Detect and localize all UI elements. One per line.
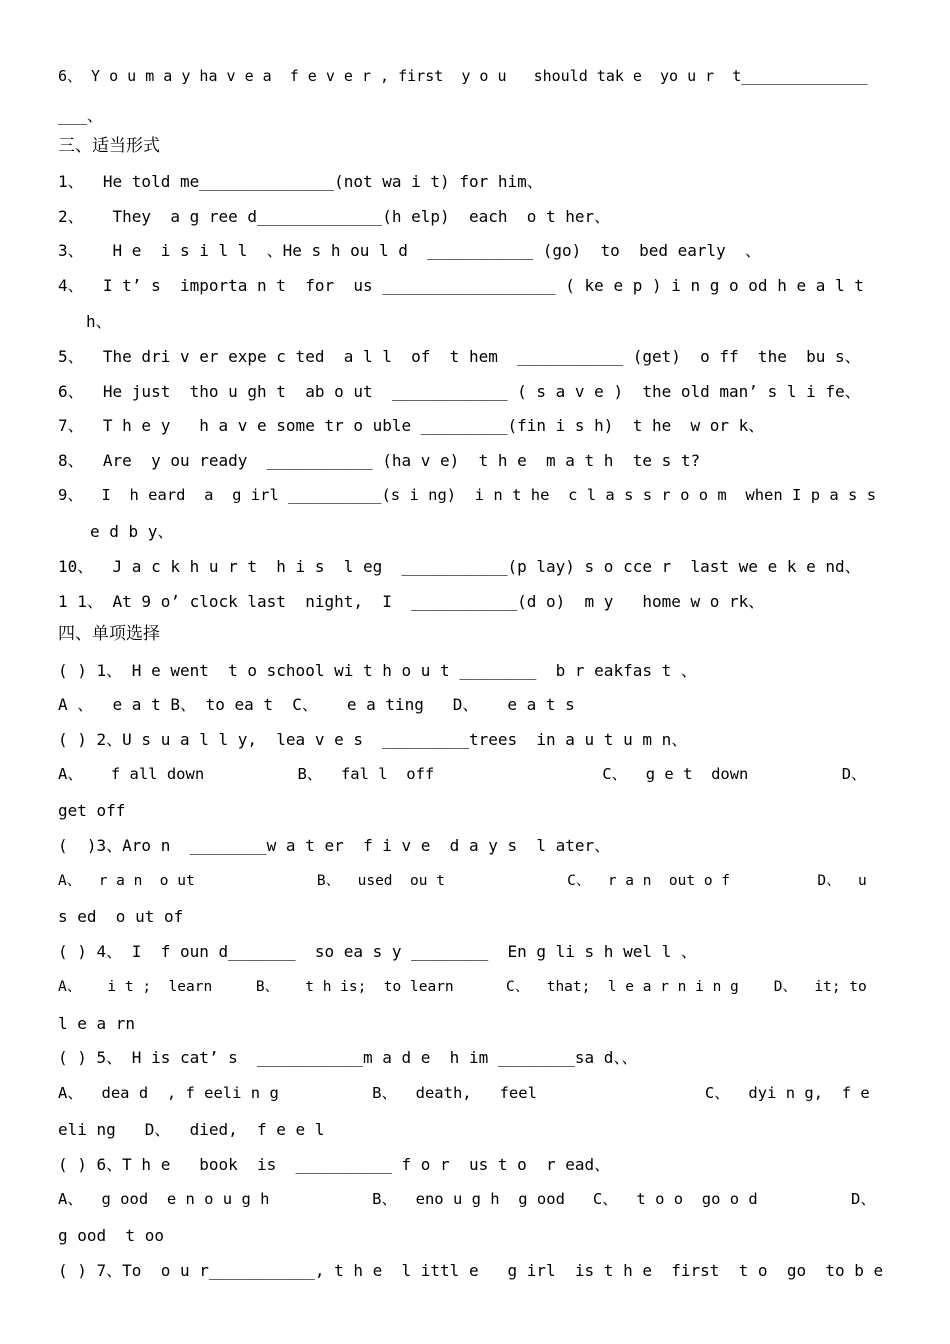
part3-line-3: 3、 H e i s i l l 、He s h ou l d ___________ (go) to bed early 、 [58, 241, 762, 260]
part3-line-5: 5、 The dri v er expe c ted a l l of t hem ___________ (get) o ff the bu s、 [58, 347, 861, 366]
part4-line-4: A、 f all down B、 fal l off C、 g e t down D、 [58, 765, 867, 783]
part3-line-9-cont: e d b y、 [90, 522, 174, 541]
part3-line-2: 2、 They a g ree d_____________(h elp) each o t her、 [58, 207, 611, 226]
part4-line-1: ( ) 1、 H e went t o school wi t h o u t ________ b r eakfas t 、 [58, 661, 697, 680]
part3-line-7: 7、 T h e y h a v e some tr o uble _________(fin i s h) t he w or k、 [58, 416, 765, 435]
part3-line-4-cont: h、 [86, 312, 112, 331]
section-3-heading: 三、适当形式 [58, 136, 160, 156]
part4-line-7: A、 r a n o ut B、 used ou t C、 r a n out o f D、 u [58, 873, 867, 889]
part4-line-3: ( ) 2、U s u a l l y, lea v e s _________trees in a u t u m n、 [58, 730, 688, 749]
section-4-heading: 四、单项选择 [58, 624, 160, 644]
part4-line-14: eli ng D、 died, f e e l [58, 1120, 325, 1139]
part4-line-6: ( )3、Aro n ________w a t er f i v e d a y s l ater、 [58, 836, 611, 855]
part3-line-11: 1 1、 At 9 o’ clock last night, I ___________(d o) m y home w o rk、 [58, 592, 765, 611]
part3-line-1: 1、 He told me______________(not wa i t) for him、 [58, 172, 543, 191]
part4-line-12: ( ) 5、 H is cat’ s ___________m a d e h im ________sa d、、 [58, 1048, 638, 1067]
part4-line-2: A 、 e a t B、 to ea t C、 e a ting D、 e a t s [58, 695, 575, 714]
part3-line-9: 9、 I h eard a g irl __________(s i ng) i n t he c l a s s r o o m when I p a s s [58, 486, 877, 504]
part3-line-4: 4、 I t’ s importa n t for us __________________ ( ke e p ) i n g o od h e a l t [58, 276, 864, 295]
part3-line-6: 6、 He just tho u gh t ab o ut ____________ ( s a v e ) the old man’ s l i fe、 [58, 382, 861, 401]
part4-line-17: g ood t oo [58, 1226, 164, 1245]
q6-line-2: ___、 [58, 106, 103, 125]
part4-line-8: s ed o ut of [58, 907, 184, 926]
part4-line-9: ( ) 4、 I f oun d_______ so ea s y ________ En g li s h wel l 、 [58, 942, 697, 961]
part4-line-5: get off [58, 801, 126, 820]
part4-line-18: ( ) 7、To o u r___________, t h e l ittl e g irl is t h e first t o go to b e [58, 1261, 884, 1280]
part3-line-8: 8、 Are y ou ready ___________ (ha v e) t h e m a t h te s t? [58, 451, 701, 470]
part4-line-16: A、 g ood e n o u g h B、 eno u g h g ood C、 t o o go o d D、 [58, 1190, 876, 1208]
q6-line-1: 6、 Y o u m a y ha v e a f e v e r , first y o u should tak e yo u r t______________ [58, 67, 868, 85]
part4-line-13: A、 dea d , f eeli n g B、 death, feel C、 dyi n g, f e [58, 1084, 870, 1102]
part3-line-10: 10、 J a c k h u r t h i s l eg ___________(p lay) s o cce r last we e k e nd、 [58, 557, 861, 576]
part4-line-15: ( ) 6、T h e book is __________ f o r us t o r ead、 [58, 1155, 611, 1174]
part4-line-11: l e a rn [58, 1014, 136, 1033]
part4-line-10: A、 i t ; learn B、 t h is; to learn C、 that; l e a r n i n g D、 it; to [58, 979, 867, 995]
